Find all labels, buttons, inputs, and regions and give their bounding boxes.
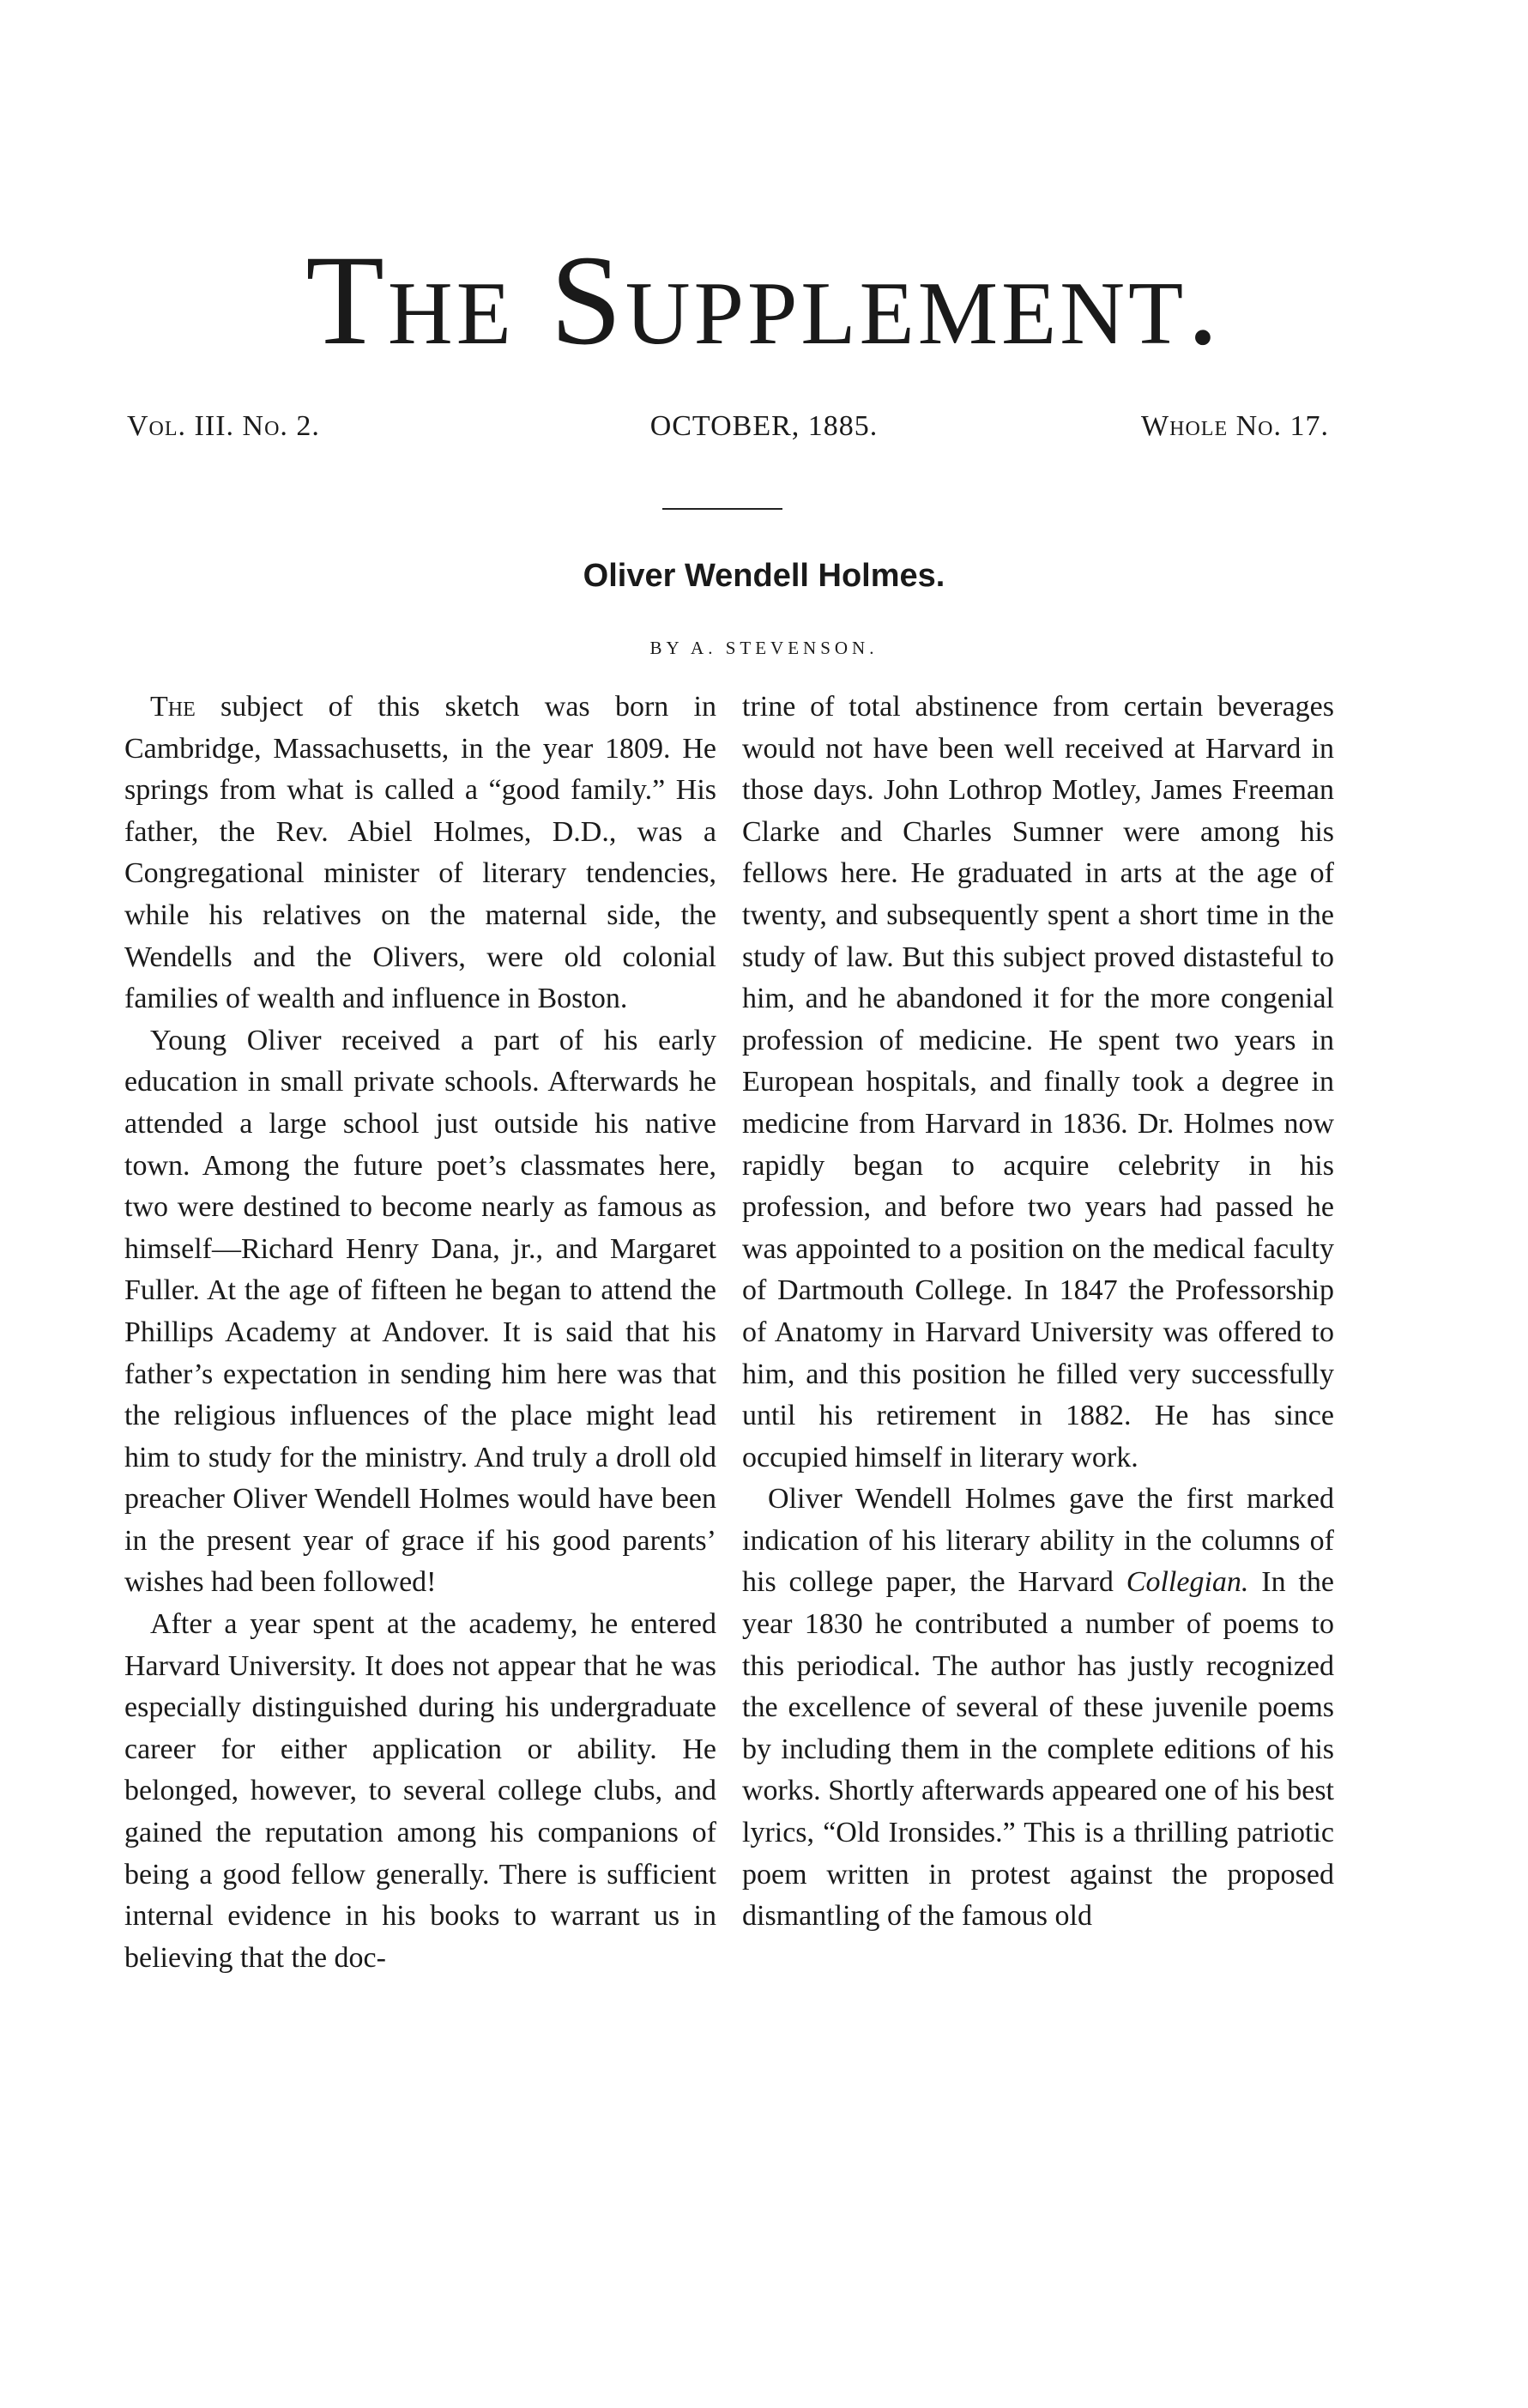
volume-number: Vol. III. No. 2. xyxy=(127,410,320,442)
paragraph: Young Oliver received a part of his early education in small private schools. Afterwards he attended a large school just outside his native town. Among the future poet’s classmates here, two were destined to become nearly as famous as himself—Richard Henry Dana, jr., and Margaret Fuller. At the age of fifteen he began to attend the Phillips Academy at Andover. It is said that his father’s expectation in sending him here was that the religious influences of the place might lead him to study for the ministry. And truly a droll old preacher Oliver Wendell Holmes would have been in the present year of grace if his good parents’ wishes had been followed! xyxy=(124,1024,716,1599)
paragraph: trine of total abstinence from certain beverages would not have been well received at Harvard in those days. John Lothrop Motley, James Freeman Clarke and Charles Sumner were among his fellows here. He graduated in arts at the age of twenty, and subsequently spent a short time in the study of law. But this subject proved distasteful to him, and he abandoned it for the more congenial profession of medicine. He spent two years in European hospitals, and finally took a degree in medicine from Harvard in 1836. Dr. Holmes now rapidly began to acquire celebrity in his profession, and before two years had passed he was appointed to a position on the medical faculty of Dartmouth College. In 1847 the Professorship of Anatomy in Harvard University was offered to him, and this position he filled very successfully until his retirement in 1882. He has since occupied himself in literary work. xyxy=(742,691,1334,1473)
paragraph-text: subject of this sketch was born in Cambridge, Massachusetts, in the year 1809. He springs from what is called a “good family.” His father, the Rev. Abiel Holmes, D.D., was a Congregational minister of literary tendencies, while his relatives on the maternal side, the Wendells and the Olivers, were old colonial families of wealth and influence in Boston. xyxy=(124,691,716,1015)
title-divider xyxy=(662,508,782,510)
paragraph-text: In the year 1830 he contributed a number of poems to this periodical. The author has justly recognized the excellence of several of these juvenile poems by including them in the complete editions of his works. Shortly afterwards appeared one of his best lyrics, “Old Ironsides.” This is a thrilling patriotic poem written in protest against the proposed dismantling of the famous old xyxy=(742,1566,1334,1933)
issue-date: OCTOBER, 1885. xyxy=(649,410,879,442)
lead-in: The xyxy=(150,691,196,723)
paragraph xyxy=(742,1479,1334,1938)
byline: BY A. STEVENSON. xyxy=(649,638,879,658)
italic-title: Collegian. xyxy=(1126,1566,1249,1599)
paragraph-text: Oliver Wendell Holmes gave the first marked indication of his literary ability in the columns of his college paper, the Harvard xyxy=(742,1483,1334,1599)
left-column xyxy=(124,687,716,1979)
article-title: Oliver Wendell Holmes. xyxy=(583,558,945,594)
paragraph: After a year spent at the academy, he entered Harvard University. It does not appear that he was especially distinguished during his undergraduate career for either application or ability. He belonged, however, to several college clubs, and gained the reputation among his companions of being a good fellow generally. There is sufficient internal evidence in his books to warrant us in believing that the doc- xyxy=(124,1608,716,1974)
whole-number: Whole No. 17. xyxy=(1141,410,1329,442)
paragraph xyxy=(124,687,716,1020)
right-column xyxy=(742,687,1334,1938)
masthead-title: The Supplement. xyxy=(305,229,1223,372)
